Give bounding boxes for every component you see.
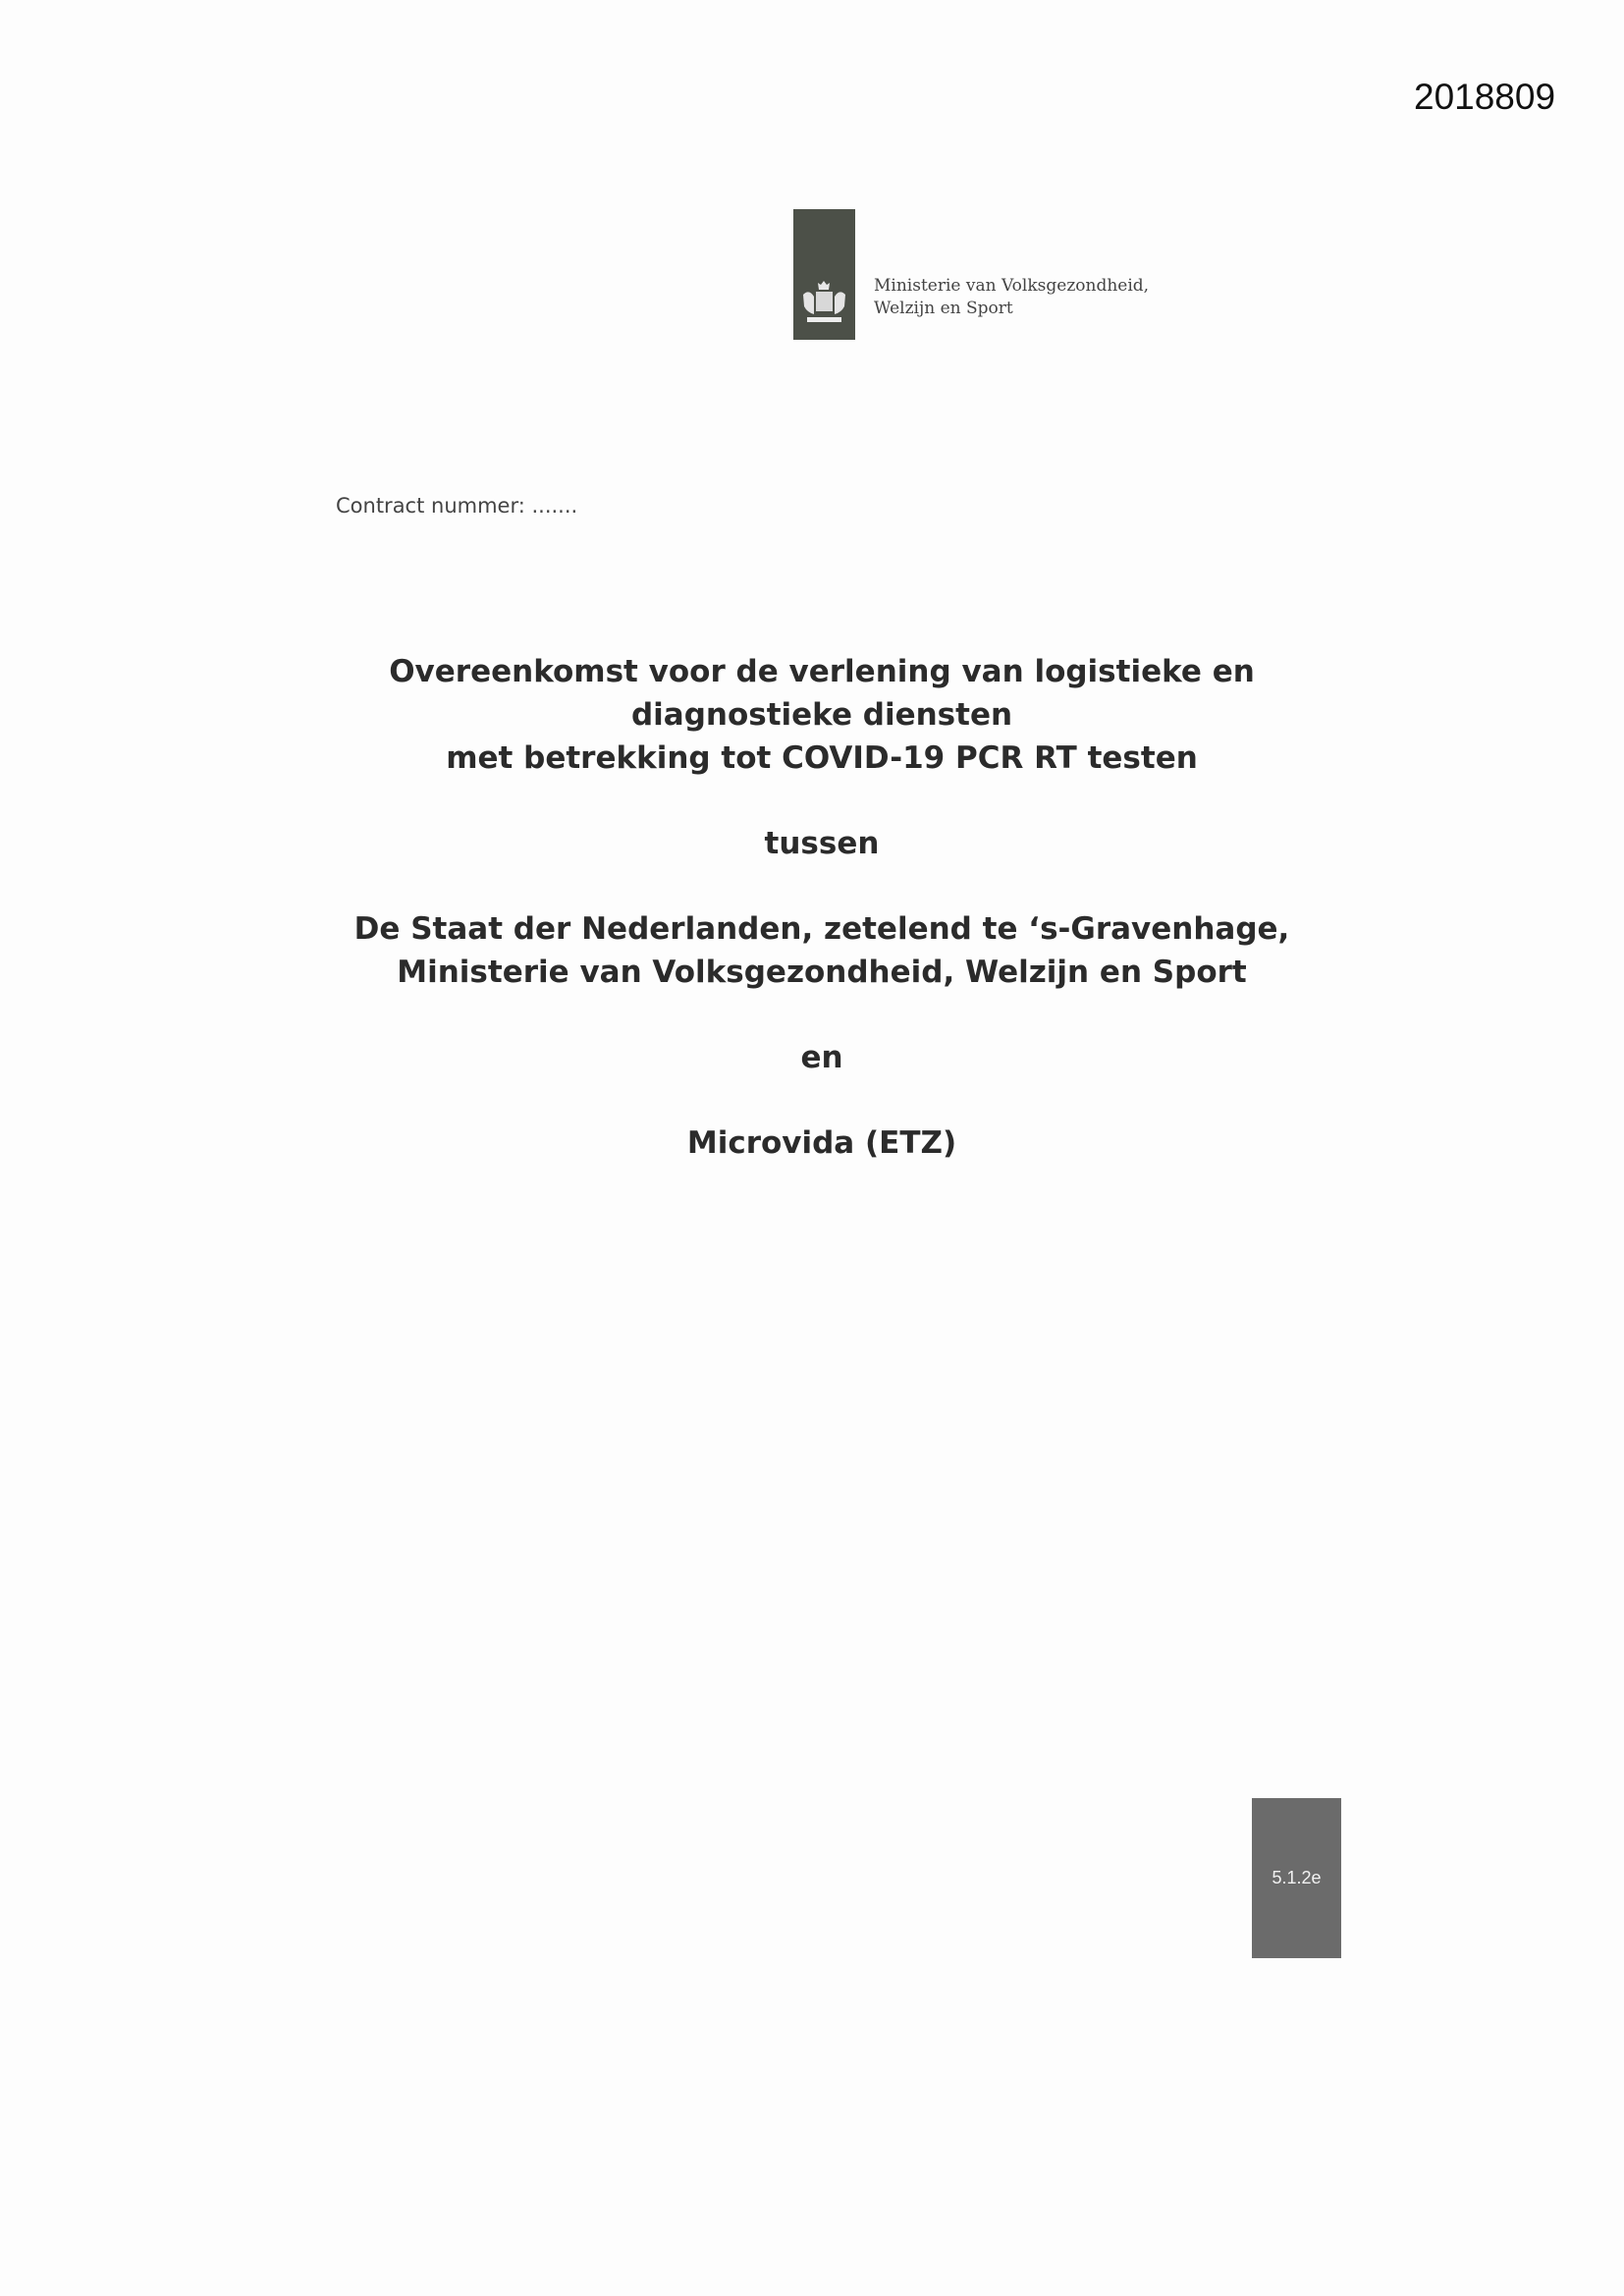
agreement-title	[0, 650, 1624, 780]
logo-line-2: Welzijn en Sport	[874, 299, 1013, 318]
ministry-logo	[793, 209, 855, 340]
party-1-line-1: De Staat der Nederlanden, zetelend te ‘s-Gravenhage,	[353, 911, 1290, 947]
party-1	[0, 907, 1624, 994]
between-label: tussen	[764, 826, 880, 861]
ministry-logo-text	[874, 275, 1149, 320]
redaction-box: 5.1.2e	[1252, 1798, 1341, 1958]
party-1-line-2: Ministerie van Volksgezondheid, Welzijn en Sport	[397, 955, 1247, 990]
title-line-3: met betrekking tot COVID-19 PCR RT testen	[446, 740, 1198, 776]
title-line-1: Overeenkomst voor de verlening van logistieke en	[389, 654, 1255, 689]
coat-of-arms-icon	[801, 281, 847, 326]
document-number: 2018809	[1414, 77, 1556, 117]
and-label: en	[800, 1040, 843, 1075]
logo-line-1: Ministerie van Volksgezondheid,	[874, 276, 1150, 296]
party-2: Microvida (ETZ)	[686, 1125, 957, 1161]
title-line-2: diagnostieke diensten	[630, 697, 1013, 733]
contract-number: Contract nummer: .......	[336, 494, 578, 518]
